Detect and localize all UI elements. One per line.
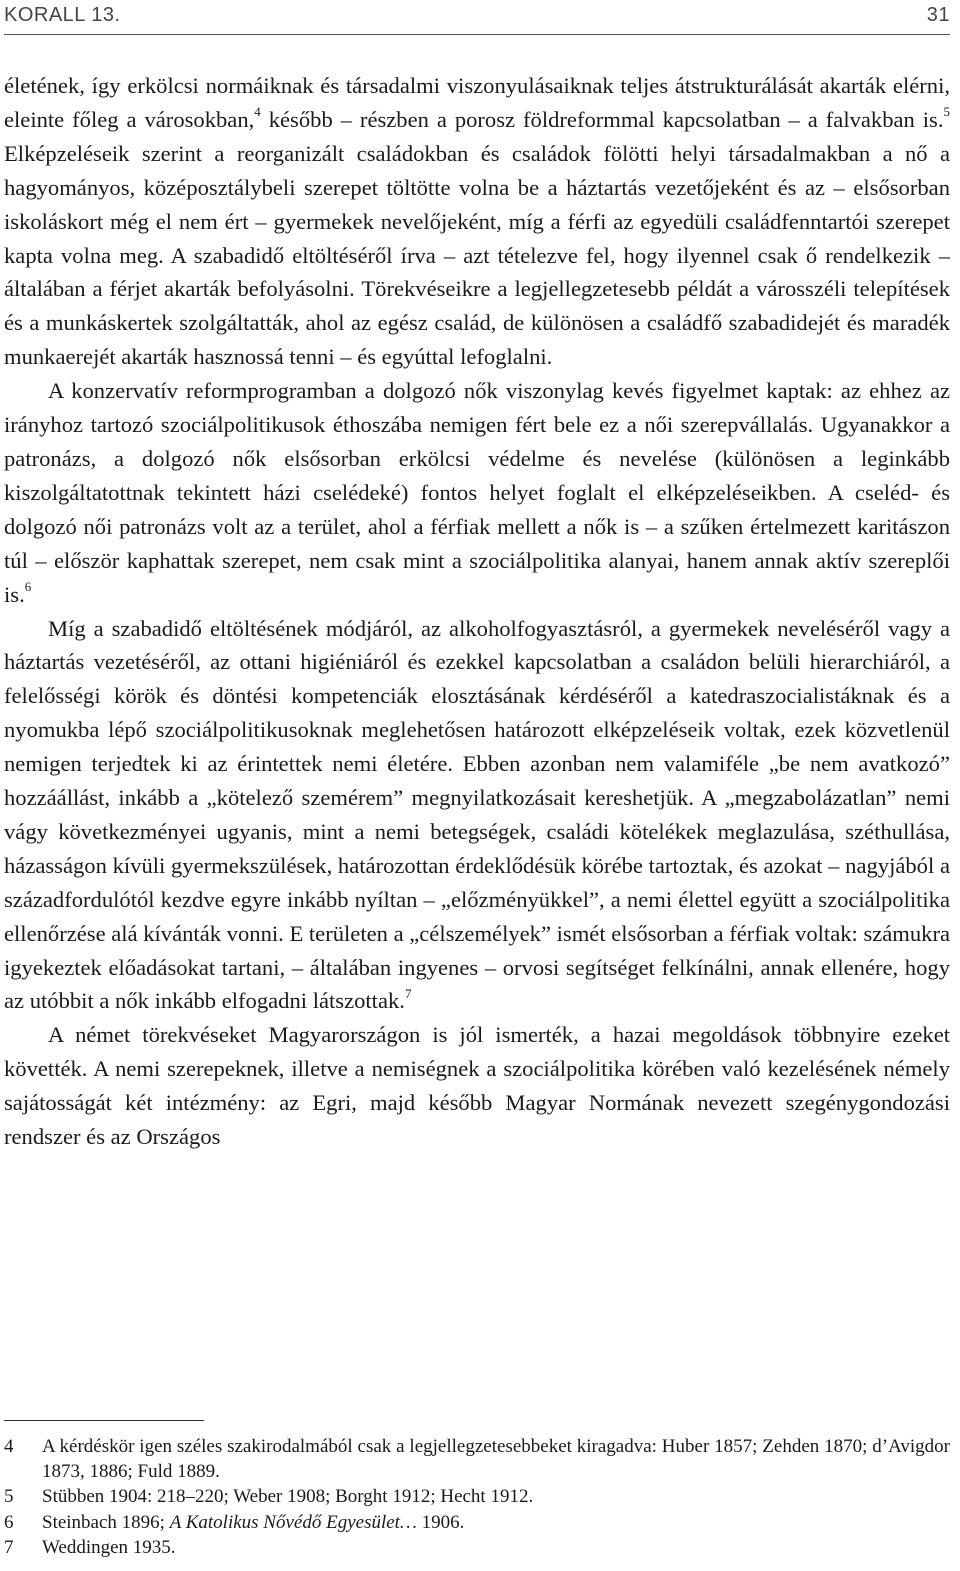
footnote-ref-6[interactable]: 6 <box>24 579 32 595</box>
footnote-ref-5[interactable]: 5 <box>943 104 950 120</box>
main-text <box>4 69 950 1154</box>
paragraph-text: később – részben a porosz földreformmal kapcsolatban – a falvakban is. <box>260 106 944 132</box>
paragraph-text: A konzervatív reformprogramban a dolgozó nők viszonylag kevés figyelmet kaptak: az ehhez az irányhoz tartozó szociálpolitikusok éthoszába nemigen fért bele ez a női szerepvállalás. Ugyanakkor a patronázs, a dolgozó nők elsősorban erkölcsi védelme és nevelése (különösen a leginkább kiszolgáltatottnak tekintett házi cselédeké) fontos helyet foglalt el elképzeléseikben. A cseléd- és dolgozó női patronázs volt az a terület, ahol a férfiak mellett a nők is – a szűken értelmezett karitászon túl – először kaphattak szerepet, nem csak mint a szociálpolitika alanyai, hanem annak aktív szereplői is. <box>4 378 950 607</box>
paragraph-text: A német törekvéseket Magyarországon is jól ismerték, a hazai megoldások többnyire ezeket követték. A nemi szerepeknek, illetve a nemiségnek a szociálpolitika körében való kezelésének némely sajátosságát két intézmény: az Egri, majd később Magyar Normának nevezett szegénygondozási rendszer és az Országos <box>4 1022 950 1150</box>
paragraph-1 <box>4 69 950 374</box>
paragraph-2 <box>4 374 950 611</box>
footnote-number: 6 <box>4 1511 14 1533</box>
footnote-number: 5 <box>4 1486 14 1508</box>
paragraph-3 <box>4 612 950 1019</box>
journal-title: KORALL 13. <box>4 4 121 26</box>
paragraph-4 <box>4 1018 950 1154</box>
footnote-ref-4[interactable]: 4 <box>254 104 261 120</box>
footnote-text: A kérdéskör igen széles szakirodalmából csak a legjellegzetesebbeket kiragadva: Huber 1857; Zehden 1870; d’Avigdor 1873, 1886; Fuld 1889. <box>42 1436 950 1483</box>
footnote-divider <box>4 1420 204 1421</box>
paragraph-text: életének, így erkölcsi normáiknak és társadalmi viszonyulásaiknak teljes átstrukturálását akarták elérni, eleinte főleg a városokban, <box>4 73 950 132</box>
footnote-text: Weddingen 1935. <box>42 1536 176 1558</box>
footnote-text: Steinbach 1896; <box>42 1511 170 1533</box>
footnote-number: 7 <box>4 1536 14 1558</box>
footnote-number: 4 <box>4 1436 14 1457</box>
footnote-6 <box>4 1510 950 1535</box>
running-header <box>4 4 950 35</box>
footnote-italic-title: A Katolikus Nővédő Egyesület… <box>169 1511 417 1533</box>
footnotes <box>4 1434 950 1560</box>
footnote-text: Stübben 1904: 218–220; Weber 1908; Borght 1912; Hecht 1912. <box>42 1486 534 1508</box>
footnote-text: 1906. <box>416 1511 465 1533</box>
paragraph-text: Elképzeléseik szerint a reorganizált családokban és családok fölötti helyi társadalmakban a nő a hagyományos, középosztálybeli szerepet töltötte volna be a háztartás vezetőjeként és az – elsősorban iskoláskort még el nem ért – gyermekek nevelőjeként, míg a férfi az egyedüli családfenntartói szerepet kapta volna meg. A szabadidő eltöltéséről írva – azt tételezve fel, hogy ilyennel csak ő rendelkezik – általában a férjet akarták befolyásolni. Törekvéseikre a legjellegzetesebb példát a városszéli telepítések és a munkáskertek szolgáltatták, ahol az egész család, de különösen a családfő szabadidejét és maradék munkaerejét akarták hasznossá tenni – és egyúttal lefoglalni. <box>4 140 950 370</box>
footnote-ref-7[interactable]: 7 <box>404 985 412 1001</box>
paragraph-text: Míg a szabadidő eltöltésének módjáról, az alkoholfogyasztásról, a gyermekek neveléséről vagy a háztartás vezetéséről, az ottani higiéniáról és ezekkel kapcsolatban a családon belüli hierarchiáról, a felelősségi körök és döntési kompetenciák elosztásának kérdéséről a katedraszocialistáknak és a nyomukba lépő szociálpolitikusoknak meglehetősen határozott elképzeléseik voltak, ezek közvetlenül nemigen terjedtek ki az érintettek nemi életére. Ebben azonban nem valamiféle „be nem avatkozó” hozzáállást, inkább a „kötelező szemérem” megnyilatkozásait kereshetjük. A „megzabolázatlan” nemi vágy következményei ugyanis, mint a nemi betegségek, családi kötelékek meglazulása, széthullása, házasságon kívüli gyermekszülések, határozottan érdeklődésük körébe tartoztak, és azokat – nagyjából a századfordulótól kezdve egyre inkább nyíltan – „előzményükkel”, a nemi élettel együtt a szociálpolitika ellenőrzése alá kívánták vonni. E területen a „célszemélyek” ismét elsősorban a férfiak voltak: számukra igyekeztek előadásokat tartani, – általában ingyenes – orvosi segítséget felkínálni, annak ellenére, hogy az utóbbit a nők inkább elfogadni látszottak. <box>4 615 951 1014</box>
footnote-5 <box>4 1484 950 1509</box>
footnote-7 <box>4 1535 950 1560</box>
page-number: 31 <box>926 4 950 26</box>
footnote-4 <box>4 1434 950 1484</box>
